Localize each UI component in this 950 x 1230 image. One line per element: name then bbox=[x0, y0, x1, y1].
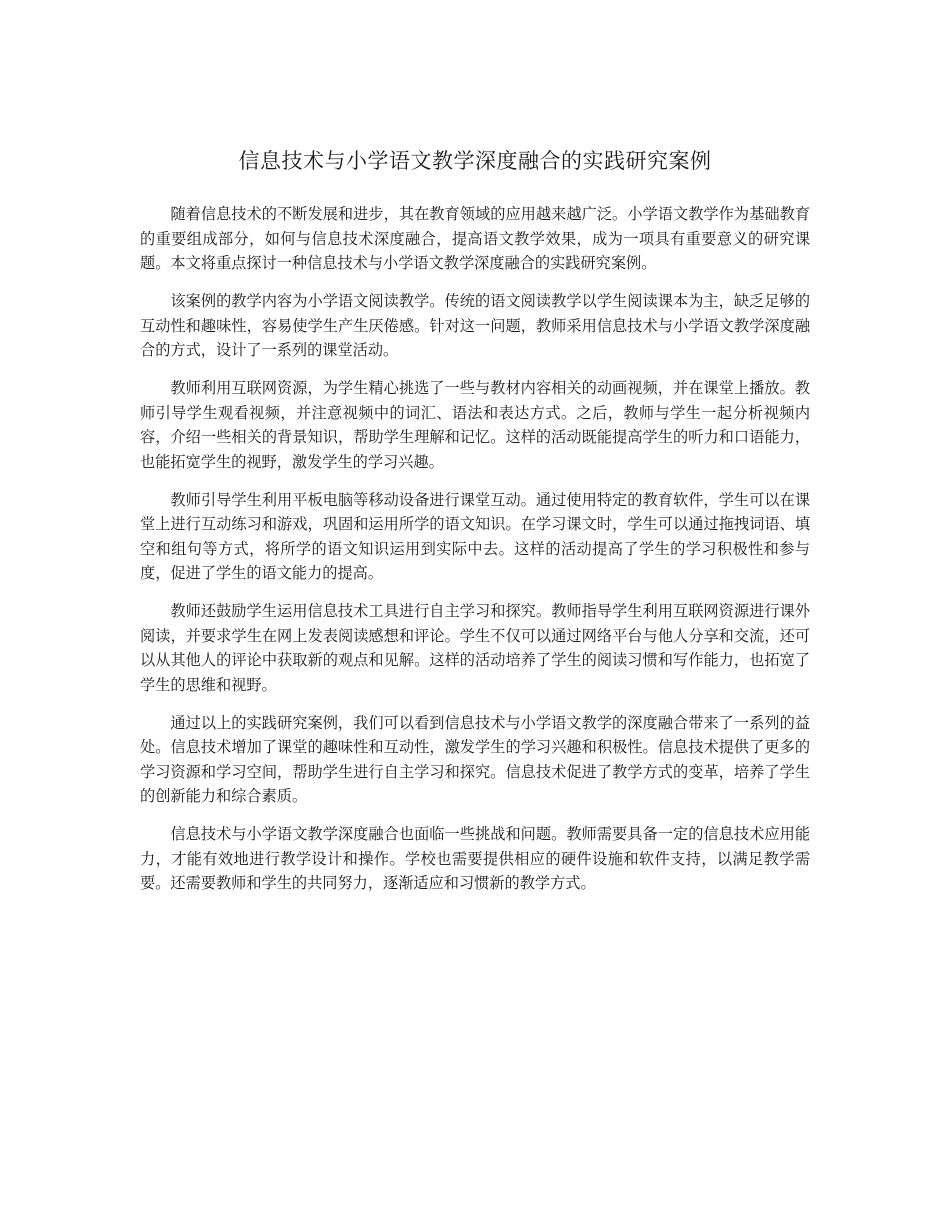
paragraph-challenges: 信息技术与小学语文教学深度融合也面临一些挑战和问题。教师需要具备一定的信息技术应用能力，才能有效地进行教学设计和操作。学校也需要提供相应的硬件设施和软件支持，以满足教学需要。还需要教师和学生的共同努力，逐渐适应和习惯新的教学方式。 bbox=[140, 825, 810, 892]
paragraph-benefits: 通过以上的实践研究案例，我们可以看到信息技术与小学语文教学的深度融合带来了一系列的益处。信息技术增加了课堂的趣味性和互动性，激发学生的学习兴趣和积极性。信息技术提供了更多的学习资源和学习空间，帮助学生进行自主学习和探究。信息技术促进了教学方式的变革，培养了学生的创新能力和综合素质。 bbox=[140, 713, 810, 805]
paragraph-intro: 随着信息技术的不断发展和进步，其在教育领域的应用越来越广泛。小学语文教学作为基础教育的重要组成部分，如何与信息技术深度融合，提高语文教学效果，成为一项具有重要意义的研究课题。本文将重点探讨一种信息技术与小学语文教学深度融合的实践研究案例。 bbox=[140, 205, 810, 272]
paragraph-self-study: 教师还鼓励学生运用信息技术工具进行自主学习和探究。教师指导学生利用互联网资源进行课外阅读，并要求学生在网上发表阅读感想和评论。学生不仅可以通过网络平台与他人分享和交流，还可以从其他人的评论中获取新的观点和见解。这样的活动培养了学生的阅读习惯和写作能力，也拓宽了学生的思维和视野。 bbox=[140, 602, 810, 694]
document-body bbox=[140, 202, 810, 909]
paragraph-video-activity: 教师利用互联网资源，为学生精心挑选了一些与教材内容相关的动画视频，并在课堂上播放。教师引导学生观看视频，并注意视频中的词汇、语法和表达方式。之后，教师与学生一起分析视频内容，介绍一些相关的背景知识，帮助学生理解和记忆。这样的活动既能提高学生的听力和口语能力，也能拓宽学生的视野，激发学生的学习兴趣。 bbox=[140, 379, 810, 471]
document-title: 信息技术与小学语文教学深度融合的实践研究案例 bbox=[238, 149, 712, 173]
paragraph-tablet-activity: 教师引导学生利用平板电脑等移动设备进行课堂互动。通过使用特定的教育软件，学生可以在课堂上进行互动练习和游戏，巩固和运用所学的语文知识。在学习课文时，学生可以通过拖拽词语、填空和组句等方式，将所学的语文知识运用到实际中去。这样的活动提高了学生的学习积极性和参与度，促进了学生的语文能力的提高。 bbox=[140, 490, 810, 582]
paragraph-case-content: 该案例的教学内容为小学语文阅读教学。传统的语文阅读教学以学生阅读课本为主，缺乏足够的互动性和趣味性，容易使学生产生厌倦感。针对这一问题，教师采用信息技术与小学语文教学深度融合的方式，设计了一系列的课堂活动。 bbox=[140, 292, 810, 359]
